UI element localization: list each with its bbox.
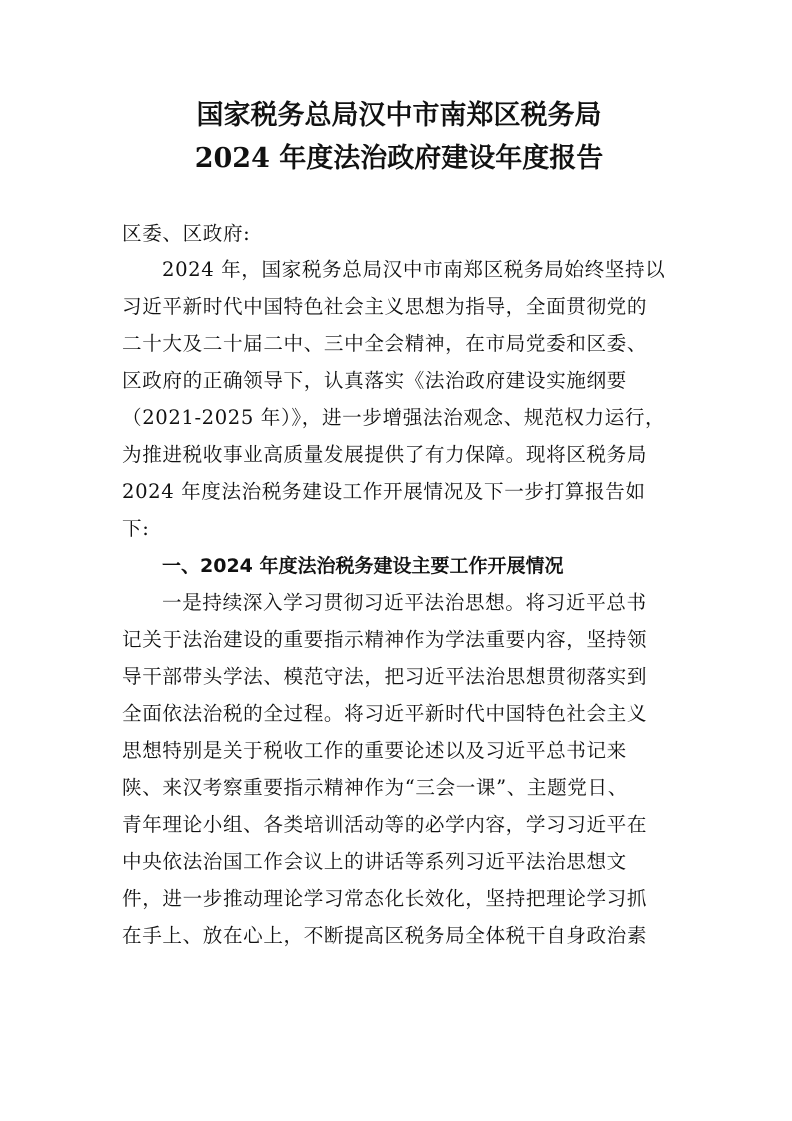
paragraph-line: 区政府的正确领导下，认真落实《法治政府建设实施纲要 — [122, 369, 627, 392]
paragraph-line: 导干部带头学法、模范守法，把习近平法治思想贯彻落实到 — [122, 665, 648, 688]
paragraph-line: 全面依法治税的全过程。将习近平新时代中国特色社会主义 — [122, 702, 648, 725]
paragraph-line: 下: — [122, 517, 150, 540]
paragraph-line: （2021-2025 年）》，进一步增强法治观念、规范权力运行， — [122, 406, 666, 429]
paragraph-line: 为推进税收事业高质量发展提供了有力保障。现将区税务局 — [122, 443, 648, 466]
paragraph-line: 2024 年，国家税务总局汉中市南郑区税务局始终坚持以 — [162, 258, 666, 281]
paragraph-line: 思想特别是关于税收工作的重要论述以及习近平总书记来 — [122, 739, 627, 762]
document-title-line-2: 2024 年度法治政府建设年度报告 — [194, 143, 604, 174]
paragraph-line: 记关于法治建设的重要指示精神作为学法重要内容，坚持领 — [122, 628, 648, 651]
document-title-line-1: 国家税务总局汉中市南郑区税务局 — [196, 100, 602, 131]
paragraph-line: 在手上、放在心上，不断提高区税务局全体税干自身政治素 — [122, 924, 648, 947]
paragraph-line: 陕、来汉考察重要指示精神作为“三会一课”、主题党日、 — [122, 776, 628, 799]
paragraph-line: 件，进一步推动理论学习常态化长效化，坚持把理论学习抓 — [122, 887, 648, 910]
paragraph-line: 二十大及二十届二中、三中全会精神，在市局党委和区委、 — [122, 332, 648, 355]
paragraph-line: 一是持续深入学习贯彻习近平法治思想。将习近平总书 — [162, 591, 647, 614]
paragraph-line: 2024 年度法治税务建设工作开展情况及下一步打算报告如 — [122, 480, 646, 503]
paragraph-line: 习近平新时代中国特色社会主义思想为指导，全面贯彻党的 — [122, 295, 648, 318]
paragraph-line: 青年理论小组、各类培训活动等的必学内容，学习习近平在 — [122, 813, 648, 836]
section-heading: 一、2024 年度法治税务建设主要工作开展情况 — [162, 555, 564, 577]
salutation: 区委、区政府: — [122, 222, 251, 245]
paragraph-line: 中央依法治国工作会议上的讲话等系列习近平法治思想文 — [122, 850, 627, 873]
